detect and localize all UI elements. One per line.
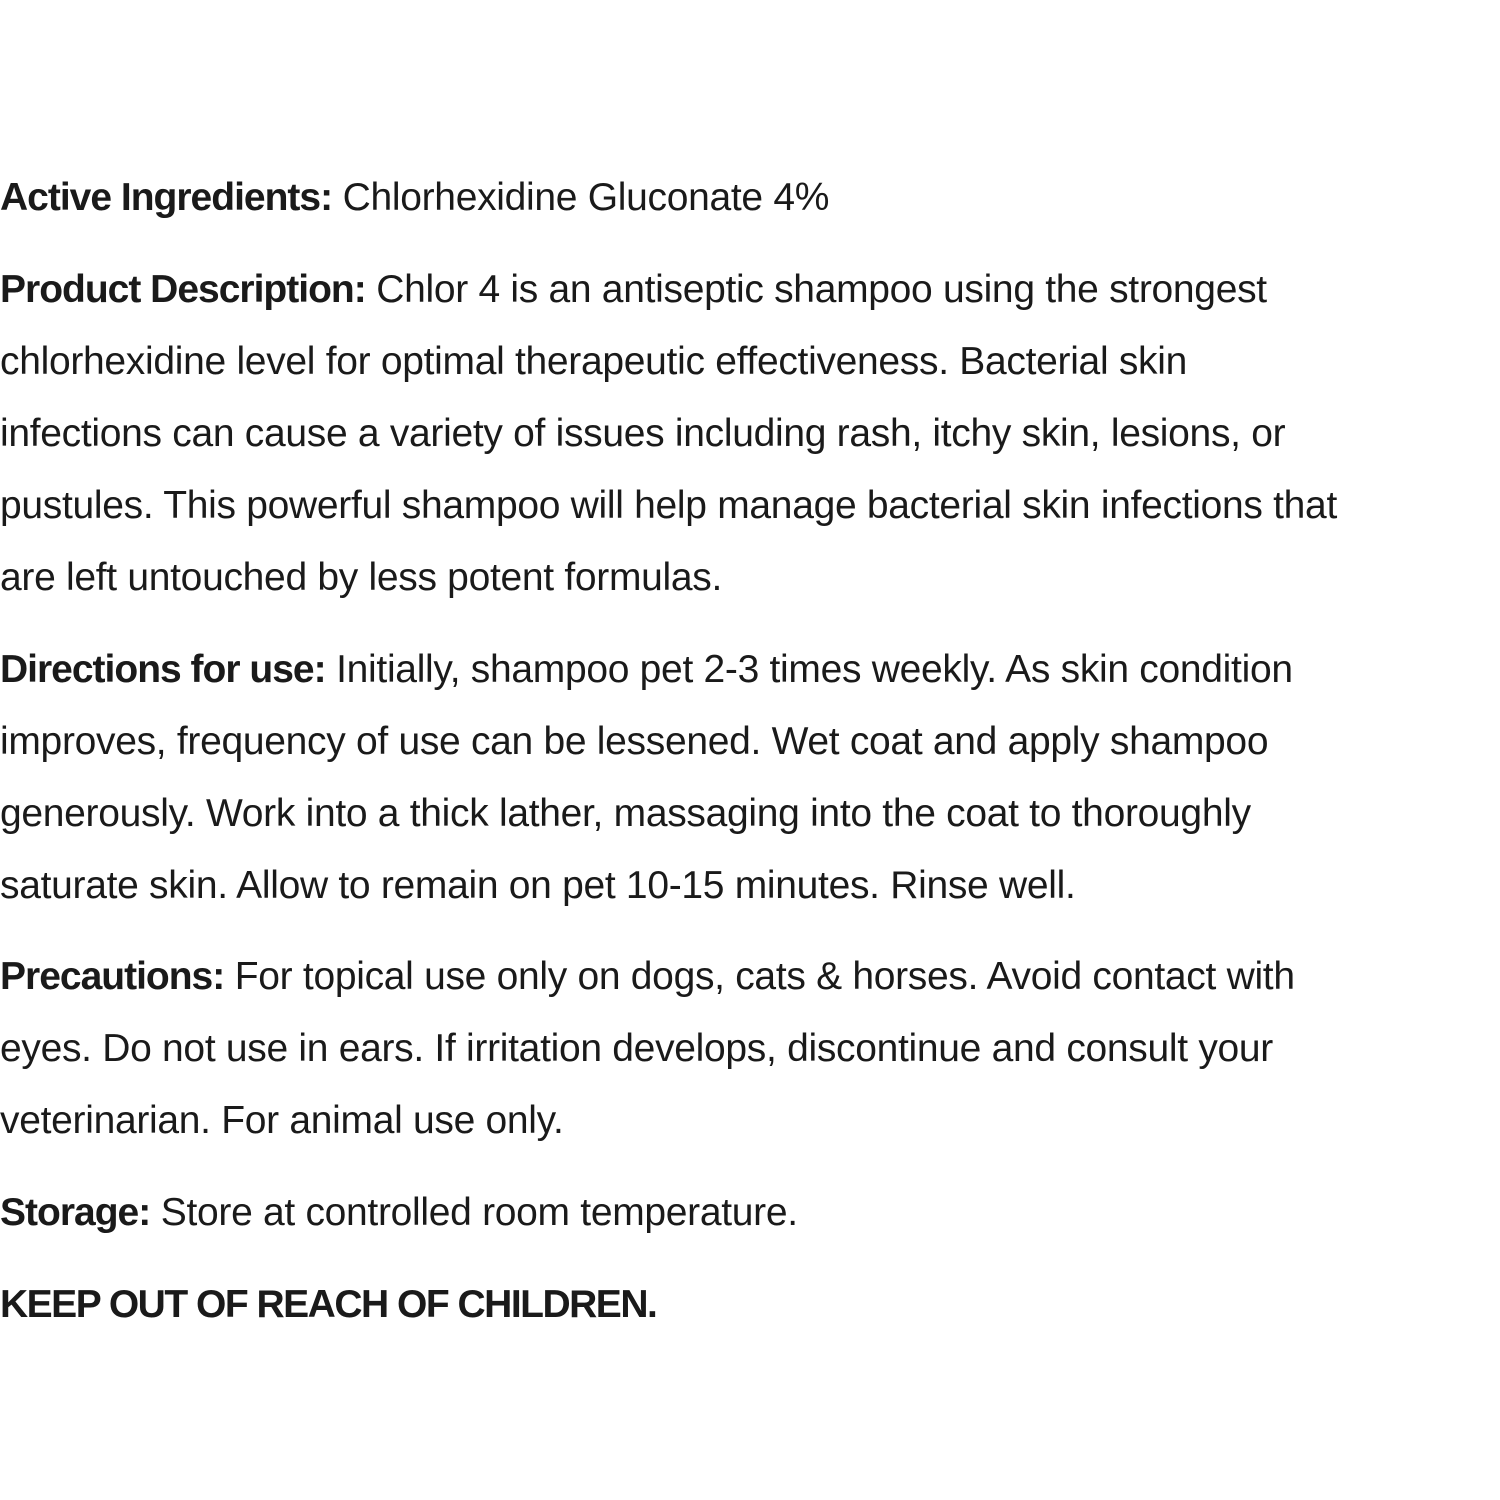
section-text: Store at controlled room temperature. xyxy=(150,1191,798,1234)
section-label: Directions for use: xyxy=(0,648,326,691)
text-line xyxy=(0,162,1500,234)
text-line: eyes. Do not use in ears. If irritation develops, discontinue and consult your xyxy=(0,1027,1273,1070)
text-line xyxy=(0,254,1500,326)
section-storage xyxy=(0,1177,1500,1249)
text-line: infections can cause a variety of issues including rash, itchy skin, lesions, or xyxy=(0,412,1286,455)
text-line: generously. Work into a thick lather, massaging into the coat to thoroughly xyxy=(0,792,1251,835)
text-line: saturate skin. Allow to remain on pet 10-15 minutes. Rinse well. xyxy=(0,864,1076,907)
text-line xyxy=(0,1177,1500,1249)
section-warning xyxy=(0,1269,1500,1341)
child-safety-warning: KEEP OUT OF REACH OF CHILDREN. xyxy=(0,1283,657,1326)
text-line: pustules. This powerful shampoo will help manage bacterial skin infections that xyxy=(0,484,1337,527)
text-line: chlorhexidine level for optimal therapeutic effectiveness. Bacterial skin xyxy=(0,340,1188,383)
section-text: Chlor 4 is an antiseptic shampoo using the strongest xyxy=(365,268,1267,311)
section-text: Initially, shampoo pet 2-3 times weekly. As skin condition xyxy=(325,648,1293,691)
section-directions xyxy=(0,634,1500,922)
section-active-ingredients xyxy=(0,162,1500,234)
section-label: Active Ingredients: xyxy=(0,176,333,219)
text-line xyxy=(0,941,1500,1013)
section-text: For topical use only on dogs, cats & horses. Avoid contact with xyxy=(224,955,1295,998)
section-label: Product Description: xyxy=(0,268,366,311)
text-line: veterinarian. For animal use only. xyxy=(0,1099,564,1142)
text-line: are left untouched by less potent formulas. xyxy=(0,556,723,599)
text-line: improves, frequency of use can be lessened. Wet coat and apply shampoo xyxy=(0,720,1269,763)
section-precautions xyxy=(0,941,1500,1157)
section-label: Precautions: xyxy=(0,955,225,998)
section-text: Chlorhexidine Gluconate 4% xyxy=(332,176,830,219)
section-product-description xyxy=(0,254,1500,614)
text-line xyxy=(0,634,1500,706)
section-label: Storage: xyxy=(0,1191,151,1234)
